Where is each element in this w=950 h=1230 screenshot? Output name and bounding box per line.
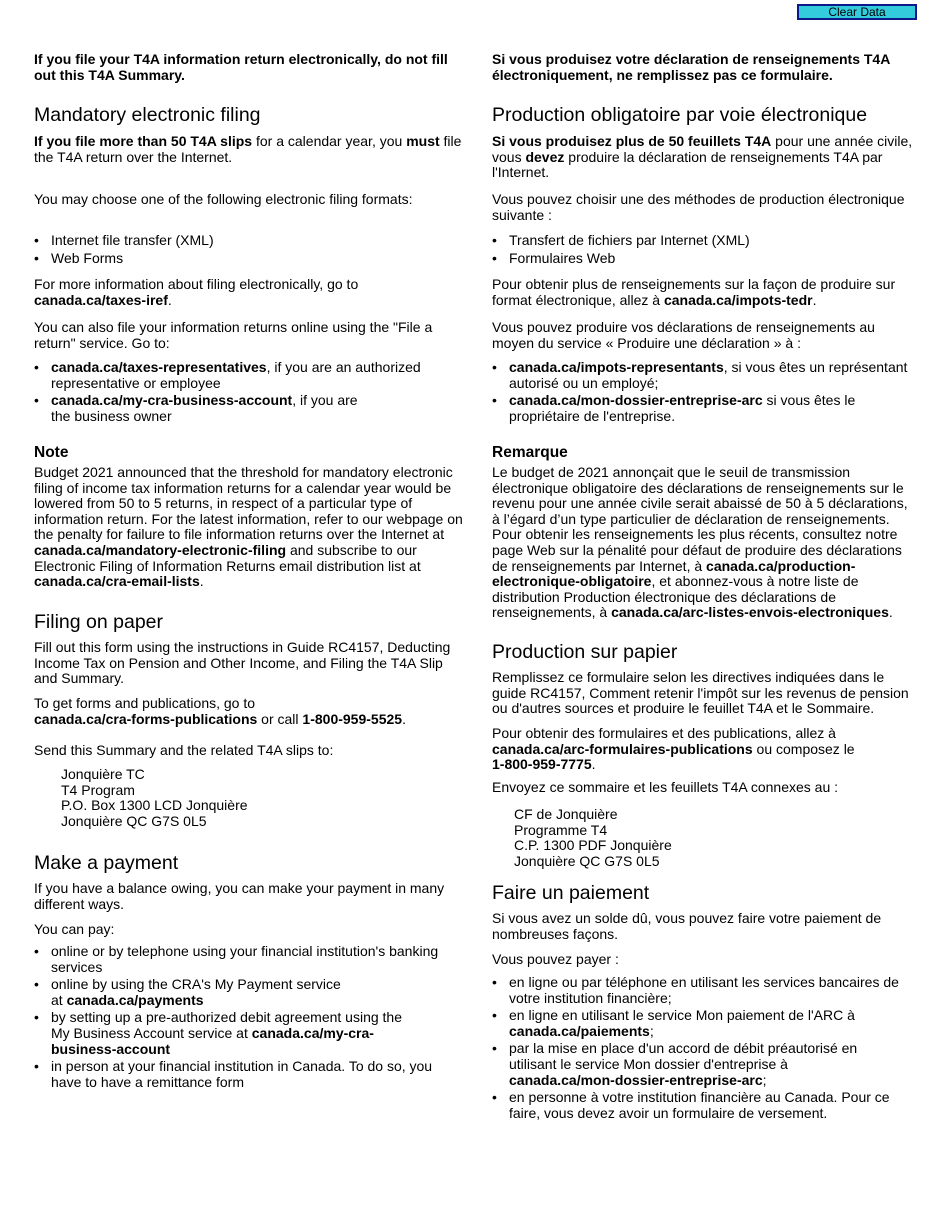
payment-paragraph: Si vous avez un solde dû, vous pouvez faire votre paiement de nombreuses façons. xyxy=(492,910,882,942)
formulaires-publications-link[interactable]: canada.ca/arc-formulaires-publications xyxy=(492,740,753,757)
list-item: • canada.ca/my-cra-business-account, if you are the business owner xyxy=(34,393,464,424)
list-item: • canada.ca/impots-representants, si vous êtes un représentant autorisé ou un employé; xyxy=(492,360,917,391)
mandatory-heading: Mandatory electronic filing xyxy=(34,104,261,126)
list-item: • Internet file transfer (XML) xyxy=(34,233,464,249)
intro-notice: If you file your T4A information return electronically, do not fill out this T4A Summary. xyxy=(34,51,448,83)
list-item: • online by using the CRA's My Payment service at canada.ca/payments xyxy=(34,977,464,1008)
list-item: • canada.ca/mon-dossier-entreprise-arc si vous êtes le propriétaire de l'entreprise. xyxy=(492,393,917,424)
mailing-address: CF de Jonquière Programme T4 C.P. 1300 PDF Jonquière Jonquière QC G7S 0L5 xyxy=(514,806,672,869)
more-info-paragraph: For more information about filing electronically, go to canada.ca/taxes-iref. xyxy=(34,276,359,308)
dossier-entreprise-link[interactable]: canada.ca/mon-dossier-entreprise-arc xyxy=(509,392,763,409)
formats-intro: You may choose one of the following electronic filing formats: xyxy=(34,191,413,207)
formats-intro: Vous pouvez choisir une des méthodes de production électronique suivante : xyxy=(492,191,905,223)
payments-link[interactable]: canada.ca/payments xyxy=(66,991,204,1008)
mon-dossier-entreprise-link[interactable]: canada.ca/mon-dossier-entreprise-arc xyxy=(509,1071,763,1088)
payment-heading: Make a payment xyxy=(34,852,179,874)
forms-publications-link[interactable]: canada.ca/cra-forms-publications xyxy=(34,710,258,727)
online-filing-paragraph: You can also file your information returns online using the "File a return" service. Go to: xyxy=(34,319,433,351)
online-filing-list xyxy=(34,360,464,426)
mandatory-paragraph: Si vous produisez plus de 50 feuillets T4A pour une année civile, vous devez produire la déclaration de renseignements T4A par l'Internet. xyxy=(492,133,913,181)
list-item: • Web Forms xyxy=(34,251,464,267)
payment-paragraph: If you have a balance owing, you can make your payment in many different ways. xyxy=(34,880,445,912)
representatives-link[interactable]: canada.ca/taxes-representatives xyxy=(51,359,267,375)
pay-intro: You can pay: xyxy=(34,921,115,937)
list-item: • canada.ca/taxes-representatives, if you are an authorized representative or employee xyxy=(34,360,464,391)
note-heading: Remarque xyxy=(492,444,568,461)
clear-data-button[interactable]: Clear Data xyxy=(797,4,917,20)
phone-number: 1-800-959-5525 xyxy=(302,710,403,727)
list-item: • en personne à votre institution financière au Canada. Pour ce faire, vous devez avoir un formulaire de versement. xyxy=(492,1090,917,1121)
online-filing-list xyxy=(492,360,917,426)
paper-heading: Filing on paper xyxy=(34,611,163,633)
mandatory-filing-link[interactable]: canada.ca/mandatory-electronic-filing xyxy=(34,541,287,558)
list-item: • in person at your financial institution in Canada. To do so, you have to have a remittance form xyxy=(34,1059,464,1090)
production-obligatoire-link[interactable]: canada.ca/production-electronique-obligatoire xyxy=(492,557,856,590)
mandatory-heading: Production obligatoire par voie électronique xyxy=(492,104,868,126)
online-filing-paragraph: Vous pouvez produire vos déclarations de renseignements au moyen du service « Produire une déclaration » à : xyxy=(492,319,875,351)
note-heading: Note xyxy=(34,444,69,461)
intro-notice: Si vous produisez votre déclaration de renseignements T4A électroniquement, ne remplissez pas ce formulaire. xyxy=(492,51,890,83)
paper-paragraph: Remplissez ce formulaire selon les directives indiquées dans le guide RC4157, Comment retenir l'impôt sur les revenus de pension ou d'autres sources et produire le feuillet T4A et le Sommaire. xyxy=(492,669,909,717)
business-account-link[interactable]: canada.ca/my-cra-business-account xyxy=(51,392,293,409)
list-item: • par la mise en place d'un accord de débit préautorisé en utilisant le service Mon dossier d'entreprise à canada.ca/mon-dossier-entreprise-arc; xyxy=(492,1041,917,1088)
list-item: • en ligne ou par téléphone en utilisant les services bancaires de votre institution financière; xyxy=(492,975,917,1006)
payment-heading: Faire un paiement xyxy=(492,882,650,904)
list-item: • Transfert de fichiers par Internet (XML) xyxy=(492,233,917,249)
payment-methods-list xyxy=(34,944,464,1092)
phone-number: 1-800-959-7775 xyxy=(492,756,592,773)
listes-envois-link[interactable]: canada.ca/arc-listes-envois-electroniques xyxy=(611,604,889,621)
forms-paragraph: To get forms and publications, go to canada.ca/cra-forms-publications or call 1-800-959-5525. xyxy=(34,695,406,727)
paper-paragraph: Fill out this form using the instructions in Guide RC4157, Deducting Income Tax on Pension and Other Income, and Filing the T4A Slip and Summary. xyxy=(34,639,451,687)
send-paragraph: Send this Summary and the related T4A slips to: xyxy=(34,742,334,758)
note-paragraph: Le budget de 2021 annonçait que le seuil de transmission électronique obligatoire des déclarations de renseignements sur le revenu pour une année civile serait abaissé de 50 à 5 déclarations, à l’égard d’un type particulier de déclaration de renseignements. Pour obtenir les renseignements les plus récents, consultez notre page Web sur la pénalité pour défaut de produire des déclarations de renseignements par Internet, à canada.ca/production-electronique-obligatoire, et abonnez-vous à notre liste de distribution Production électronique des déclarations de renseignements, à canada.ca/arc-listes-envois-electroniques. xyxy=(492,464,908,621)
representants-link[interactable]: canada.ca/impots-representants xyxy=(509,359,724,375)
paiements-link[interactable]: canada.ca/paiements xyxy=(509,1022,650,1039)
iref-link[interactable]: canada.ca/taxes-iref xyxy=(34,291,168,308)
formats-list xyxy=(34,233,464,268)
note-paragraph: Budget 2021 announced that the threshold for mandatory electronic filing of income tax information returns for a calendar year would be lowered from 50 to 5 returns, in respect of a particular type of information return. For the latest information, refer to our webpage on the penalty for failure to file information returns over the Internet at canada.ca/mandatory-electronic-filing and subscribe to our Electronic Filing of Information Returns email distribution list at canada.ca/cra-email-lists. xyxy=(34,464,463,590)
send-paragraph: Envoyez ce sommaire et les feuillets T4A connexes au : xyxy=(492,779,839,795)
mailing-address: Jonquière TC T4 Program P.O. Box 1300 LCD Jonquière Jonquière QC G7S 0L5 xyxy=(61,766,248,829)
mandatory-paragraph: If you file more than 50 T4A slips for a calendar year, you must file the T4A return over the Internet. xyxy=(34,133,462,165)
pay-intro: Vous pouvez payer : xyxy=(492,951,619,967)
list-item: • Formulaires Web xyxy=(492,251,917,267)
more-info-paragraph: Pour obtenir plus de renseignements sur la façon de produire sur format électronique, allez à canada.ca/impots-tedr. xyxy=(492,276,896,308)
list-item: • en ligne en utilisant le service Mon paiement de l'ARC à canada.ca/paiements; xyxy=(492,1008,917,1039)
list-item: • by setting up a pre-authorized debit agreement using the My Business Account service at canada.ca/my-cra-business-account xyxy=(34,1010,464,1057)
list-item: • online or by telephone using your financial institution's banking services xyxy=(34,944,464,975)
email-lists-link[interactable]: canada.ca/cra-email-lists xyxy=(34,573,200,590)
my-business-account-link[interactable]: canada.ca/my-cra-business-account xyxy=(51,1024,374,1057)
paper-heading: Production sur papier xyxy=(492,641,678,663)
formats-list xyxy=(492,233,917,268)
forms-paragraph: Pour obtenir des formulaires et des publications, allez à canada.ca/arc-formulaires-publications ou composez le 1-800-959-7775. xyxy=(492,725,855,773)
tedr-link[interactable]: canada.ca/impots-tedr xyxy=(663,291,813,308)
payment-methods-list xyxy=(492,975,917,1123)
